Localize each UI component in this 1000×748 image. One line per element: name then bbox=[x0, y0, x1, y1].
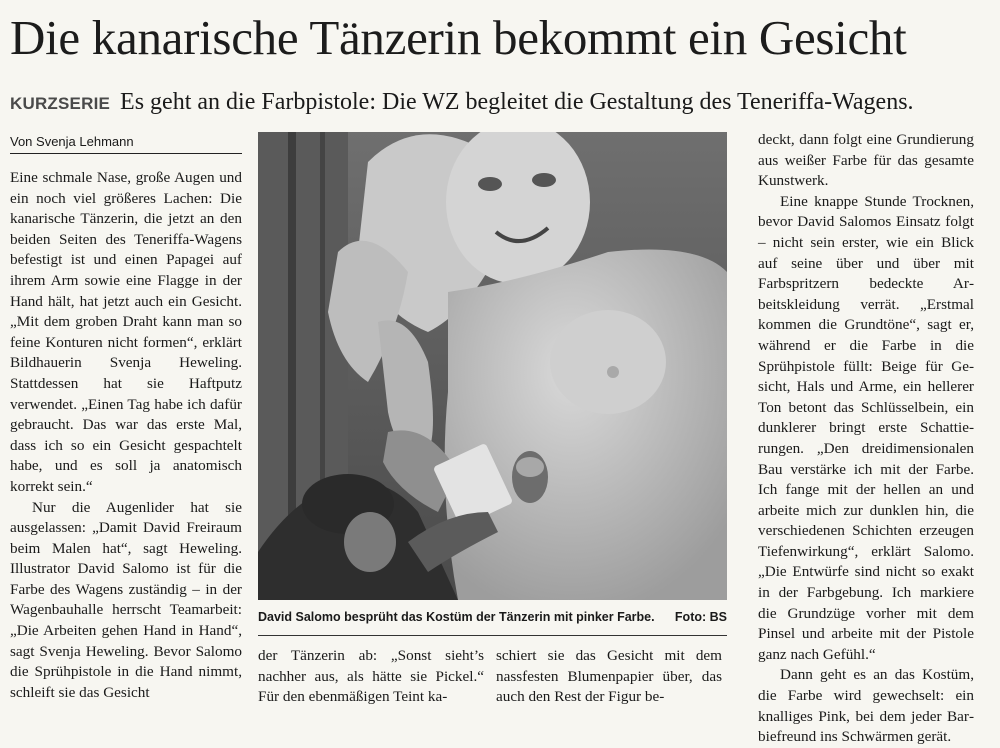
article-column-1 bbox=[10, 168, 242, 703]
article-column-3 bbox=[496, 646, 722, 708]
paragraph: der Tänzerin ab: „Sonst sieht’s nachher aus, als hätte sie Pickel.“ Für den ebenmäßigen Teint ka- bbox=[258, 647, 484, 706]
paragraph: schiert sie das Gesicht mit dem nassfesten Blumenpapier über, das auch den Rest der Figur be- bbox=[496, 647, 722, 706]
article-photo bbox=[258, 132, 727, 600]
article-column-2 bbox=[258, 646, 484, 708]
byline: Von Svenja Lehmann bbox=[10, 133, 242, 154]
photo-illustration bbox=[258, 132, 727, 600]
caption-text: David Salomo besprüht das Kostüm der Tänzerin mit pinker Farbe. bbox=[258, 610, 655, 624]
kicker-label: KURZSERIE bbox=[10, 94, 111, 113]
paragraph: Nur die Augenlider hat sie ausgelassen: „Damit David Freiraum beim Malen hat“, sagt Heweling. Illustrator David Salomo ist für die Farbe des Wagens zuständig – in der Wagenbauhalle herrscht Teamarbeit: „Die Arbeiten gehen Hand in Hand“, sagt Svenja Heweling. Bevor Salomo die Sprühpistole in die Hand nimmt, schleift sie das Gesicht bbox=[10, 498, 242, 701]
subheadline-text: Es geht an die Farbpistole: Die WZ begleitet die Gestaltung des Teneriffa-Wagens. bbox=[120, 89, 914, 115]
article-column-4 bbox=[758, 130, 974, 748]
subheadline bbox=[10, 87, 990, 119]
paragraph: deckt, dann folgt eine Grundierung aus weißer Farbe für das gesamte Kunstwerk. bbox=[758, 131, 974, 190]
paragraph: Dann geht es an das Kostüm, die Farbe wird gewechselt: ein knalliges Pink, bei dem jeder Barbiefreund ins Schwärmen gerät. bbox=[758, 666, 974, 746]
photo-credit: Foto: BS bbox=[674, 610, 727, 624]
headline: Die kanarische Tänzerin bekommt ein Gesicht bbox=[10, 10, 907, 65]
photo-caption bbox=[258, 607, 727, 636]
paragraph: Eine schmale Nase, große Augen und ein noch viel größeres Lachen: Die kanarische Tänzerin, die jetzt an den beiden Seiten des Teneriffa-Wagens befestigt ist und einen Papagei auf ihrem Arm sowie eine Flagge in der Hand hält, hat jetzt auch ein Gesicht. „Mit dem groben Draht kann man so feine Konturen nicht formen“, erklärt Bildhauerin Svenja Heweling. Stattdessen hat sie Haftputz verwendet. „Einen Tag habe ich dafür gebraucht. Das war das erste Mal, dass ich so ein Gesicht gespachtelt habe, und es soll ja anatomisch korrekt sein.“ bbox=[10, 169, 242, 495]
paragraph: Eine knappe Stunde Trocknen, bevor David Salomos Einsatz folgt – nicht sein erster, wie ein Blick auf seine über und über mit Farbspritzern bedeckte Arbeitskleidung verrät. „Erstmal kommen die Grundtöne“, sagt er, während er die Farbe in die Sprühpistole füllt: Beige für Gesicht, Hals und Arme, ein hellerer Ton betont das Schlüsselbein, ein dunklerer bringt erste Schattierungen. „Den dreidimensionalen Bau verstärke ich mit der Farbe. Ich fange mit der hellen an und arbeite mich zur dunklen hin, die verschiedenen Schichten erzeugen Tiefenwirkung“, erklärt Salomo. „Die Entwürfe sind nicht so exakt in der Farbgebung. Ich markiere die Grundzüge vorher mit dem Pinsel und arbeite mit der Pistole ganz nach Gefühl.“ bbox=[758, 192, 974, 663]
